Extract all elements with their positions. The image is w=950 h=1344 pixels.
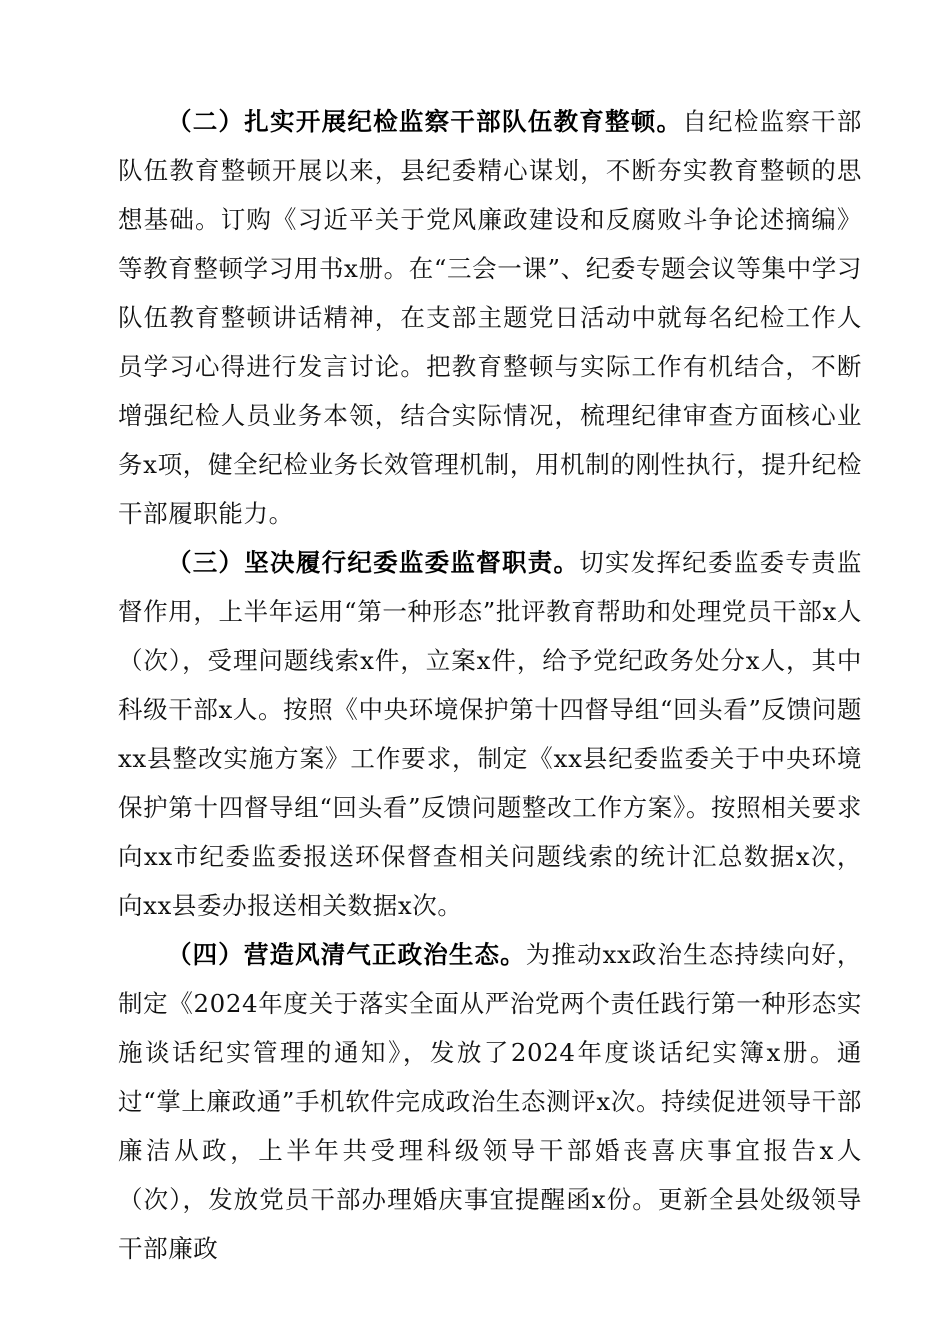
paragraph-text: 切实发挥纪委监委专责监督作用，上半年运用“第一种形态”批评教育帮助和处理党员干部x人（次），受理问题线索x件，立案x件，给予党纪政务处分x人，其中科级干部x人。按照《中央环境保护第十四督导组“回头看”反馈问题xx县整改实施方案》工作要求，制定《xx县纪委监委关于中央环境保护第十四督导组“回头看”反馈问题整改工作方案》。按照相关要求向xx市纪委监委报送环保督查相关问题线索的统计汇总数据x次，向xx县委办报送相关数据x次。 bbox=[118, 548, 862, 920]
paragraph-political-ecology bbox=[118, 930, 862, 1273]
paragraph-heading: （四）营造风清气正政治生态。 bbox=[167, 940, 526, 969]
paragraph-heading: （三）坚决履行纪委监委监督职责。 bbox=[167, 548, 580, 577]
paragraph-heading: （二）扎实开展纪检监察干部队伍教育整顿。 bbox=[167, 107, 683, 136]
paragraph-supervision-duty bbox=[118, 538, 862, 930]
paragraph-text: 自纪检监察干部队伍教育整顿开展以来，县纪委精心谋划，不断夯实教育整顿的思想基础。订购《习近平关于党风廉政建设和反腐败斗争论述摘编》等教育整顿学习用书x册。在“三会一课”、纪委专题会议等集中学习队伍教育整顿讲话精神，在支部主题党日活动中就每名纪检工作人员学习心得进行发言讨论。把教育整顿与实际工作有机结合，不断增强纪检人员业务本领，结合实际情况，梳理纪律审查方面核心业务x项，健全纪检业务长效管理机制，用机制的刚性执行，提升纪检干部履职能力。 bbox=[118, 107, 863, 528]
paragraph-education-rectification bbox=[118, 97, 862, 538]
paragraph-text: 为推动xx政治生态持续向好，制定《2024年度关于落实全面从严治党两个责任践行第一种形态实施谈话纪实管理的通知》，发放了2024年度谈话纪实簿x册。通过“掌上廉政通”手机软件完成政治生态测评x次。持续促进领导干部廉洁从政，上半年共受理科级领导干部婚丧喜庆事宜报告x人（次），发放党员干部办理婚庆事宜提醒函x份。更新全县处级领导干部廉政 bbox=[118, 940, 862, 1263]
document-body bbox=[118, 97, 862, 1273]
